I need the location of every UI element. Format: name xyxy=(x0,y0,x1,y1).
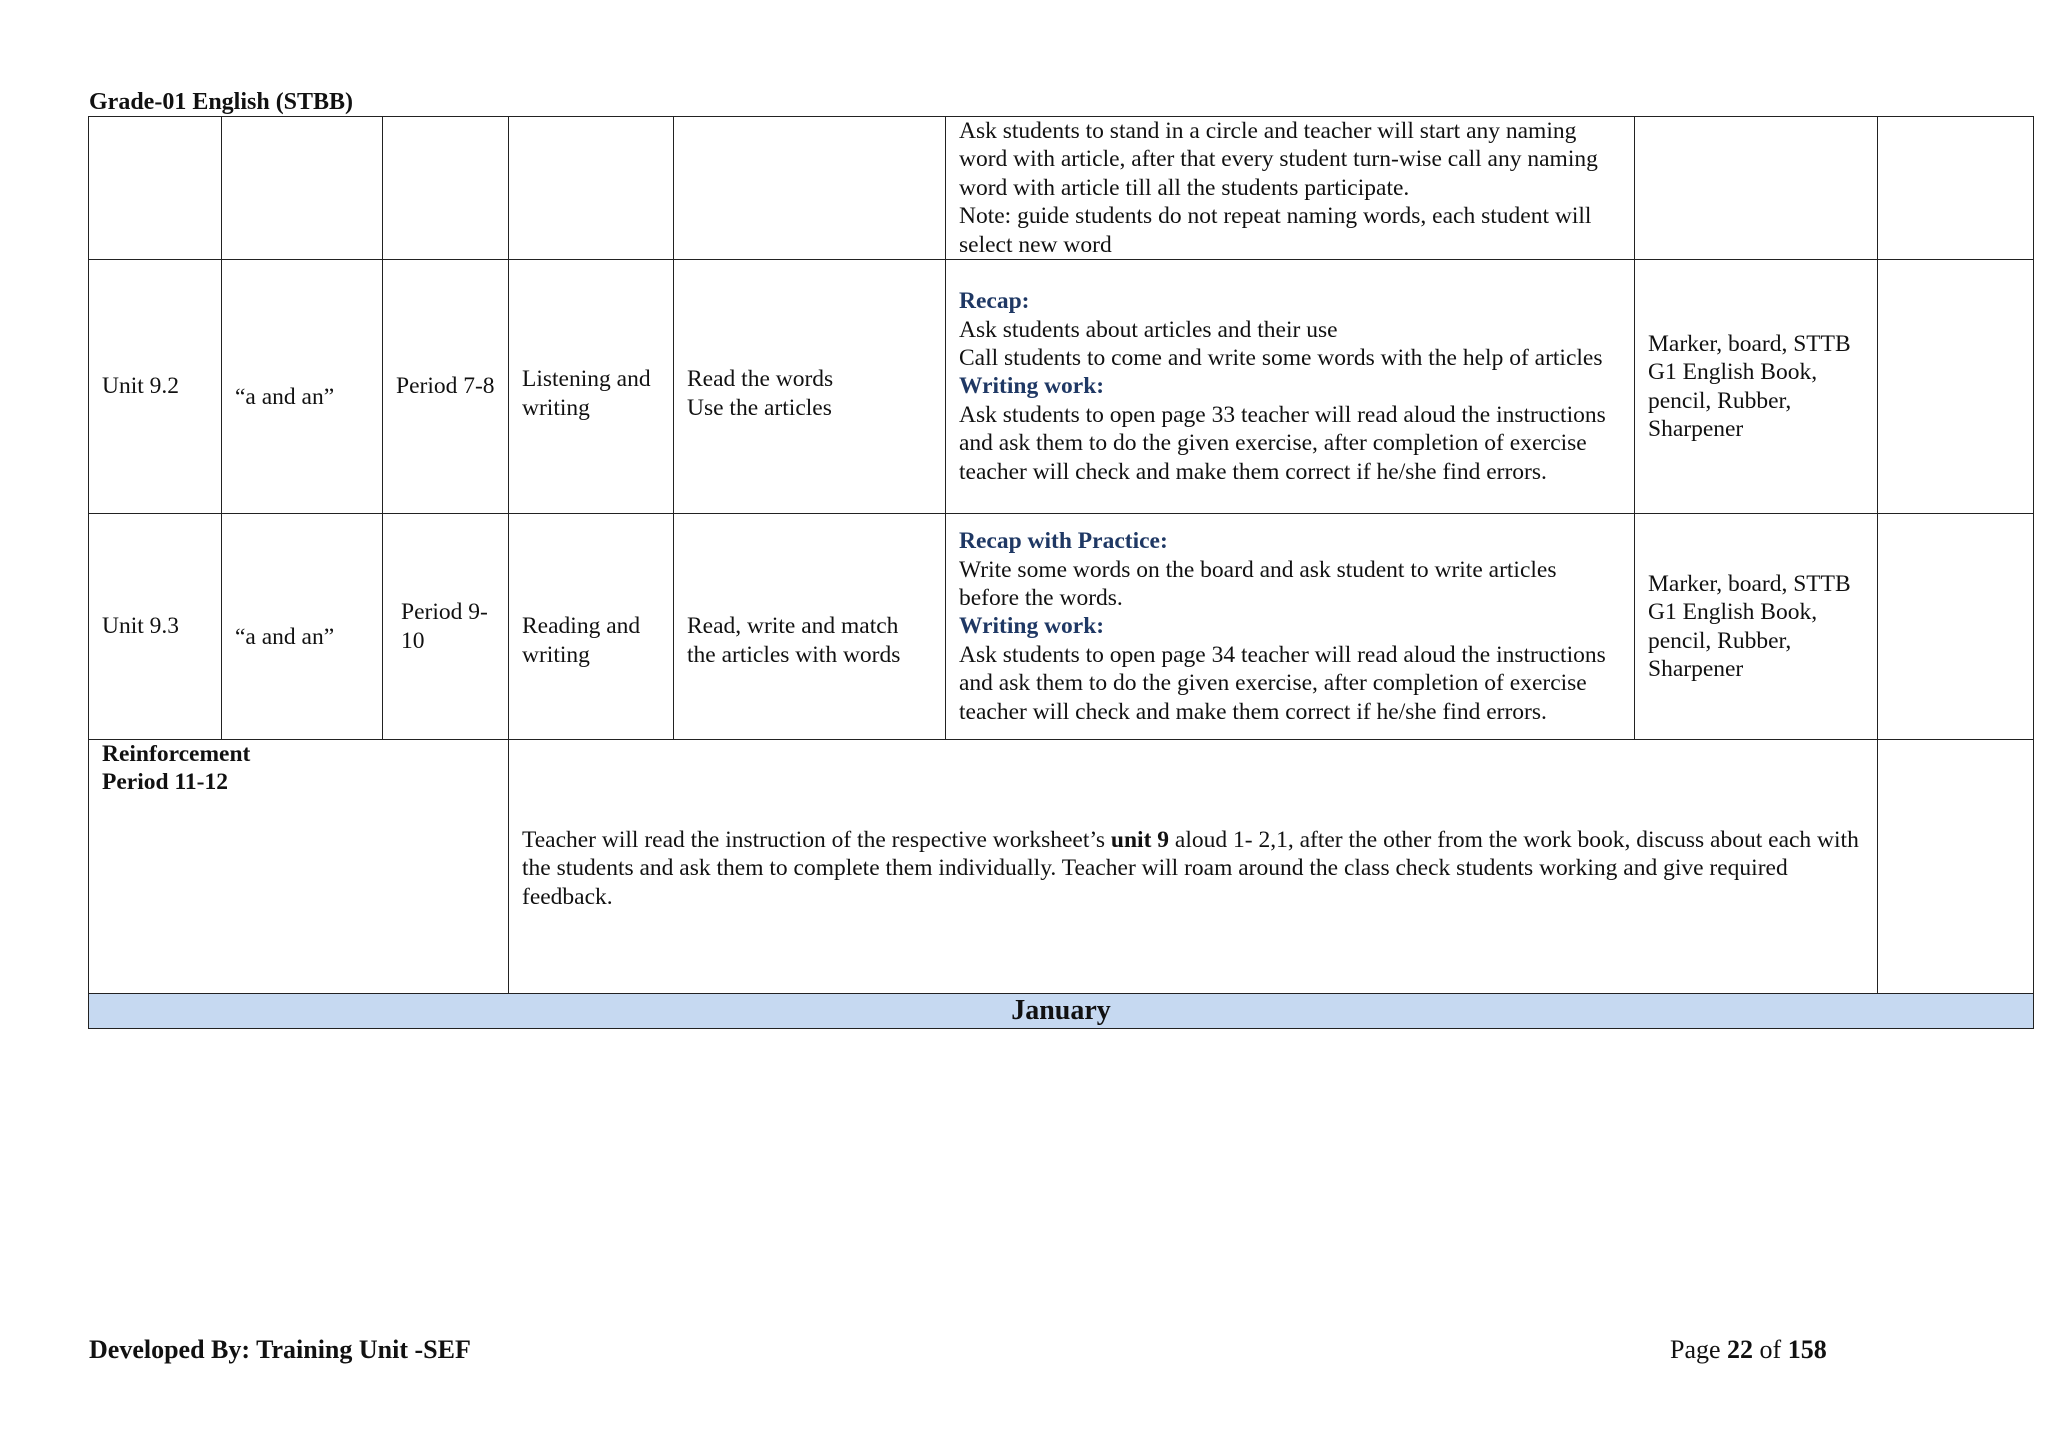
remarks-cell xyxy=(1878,117,2034,260)
activity-text: Ask students to stand in a circle and teacher will start any naming word with article, after that every student turn-wise call any naming word with article till all the students participate. xyxy=(959,118,1598,201)
page-of: of xyxy=(1753,1335,1788,1364)
remarks-cell xyxy=(1878,740,2034,994)
slo-cell xyxy=(674,260,946,514)
skill-cell: Listening and writing xyxy=(509,260,674,514)
activity-heading-recap: Recap: xyxy=(959,288,1030,315)
table-row xyxy=(89,260,2034,514)
activity-heading-writing: Writing work: xyxy=(959,613,1105,640)
reinforcement-title: Reinforcement xyxy=(102,741,251,768)
footer-page-number xyxy=(1670,1335,1827,1365)
activity-cell xyxy=(946,260,1635,514)
activity-cell xyxy=(946,117,1635,260)
activity-text: Ask students to open page 33 teacher will read aloud the instructions and ask them to do the given exercise, after completion of exercise teacher will check and make them correct if he/she find errors. xyxy=(959,401,1606,485)
reinforcement-text-part: aloud 1- 2,1, after the other from the work book, discuss about each with the students and ask them to complete them individually. Teacher will roam around the class check students working and give required feedback. xyxy=(522,827,1859,910)
topic-cell: “a and an” xyxy=(222,514,383,740)
slo-line: Read the words xyxy=(687,366,834,393)
page-total: 158 xyxy=(1787,1335,1827,1364)
footer-developed-by: Developed By: Training Unit -SEF xyxy=(89,1335,471,1364)
slo-cell xyxy=(674,117,946,260)
table-row xyxy=(89,514,2034,740)
activity-note: Note: guide students do not repeat naming words, each student will select new word xyxy=(959,203,1592,258)
activity-text: Ask students to open page 34 teacher will read aloud the instructions and ask them to do the given exercise, after completion of exercise teacher will check and make them correct if he/she find errors. xyxy=(959,641,1606,725)
skill-cell: Reading and writing xyxy=(509,514,674,740)
unit-cell xyxy=(89,117,222,260)
remarks-cell xyxy=(1878,260,2034,514)
activity-cell xyxy=(946,514,1635,740)
remarks-cell xyxy=(1878,514,2034,740)
page-prefix: Page xyxy=(1670,1335,1728,1364)
activity-text: Write some words on the board and ask student to write articles before the words. xyxy=(959,556,1557,611)
topic-cell: “a and an” xyxy=(222,260,383,514)
reinforcement-row xyxy=(89,740,2034,994)
reinforcement-description xyxy=(509,740,1878,994)
activity-heading-writing: Writing work: xyxy=(959,373,1105,400)
resources-cell: Marker, board, STTB G1 English Book, pencil, Rubber, Sharpener xyxy=(1635,260,1878,514)
reinforcement-period: Period 11-12 xyxy=(102,769,228,796)
activity-heading-recap-practice: Recap with Practice: xyxy=(959,528,1168,555)
topic-cell xyxy=(222,117,383,260)
slo-line: Use the articles xyxy=(687,394,832,421)
reinforcement-text-part: Teacher will read the instruction of the respective worksheet’s xyxy=(522,827,1111,854)
lesson-plan-table xyxy=(88,116,2034,1029)
unit-cell: Unit 9.3 xyxy=(89,514,222,740)
resources-cell xyxy=(1635,117,1878,260)
slo-cell: Read, write and match the articles with words xyxy=(674,514,946,740)
reinforcement-label xyxy=(89,740,509,994)
activity-text: Ask students about articles and their use xyxy=(959,316,1338,343)
page-header-title: Grade-01 English (STBB) xyxy=(89,89,354,115)
skill-cell xyxy=(509,117,674,260)
reinforcement-unit-bold: unit 9 xyxy=(1110,827,1170,854)
period-cell: Period 9-10 xyxy=(383,514,509,740)
period-cell xyxy=(383,117,509,260)
table-row xyxy=(89,117,2034,260)
unit-cell: Unit 9.2 xyxy=(89,260,222,514)
activity-text: Call students to come and write some words with the help of articles xyxy=(959,344,1603,371)
month-banner: January xyxy=(89,994,2034,1029)
resources-cell: Marker, board, STTB G1 English Book, pencil, Rubber, Sharpener xyxy=(1635,514,1878,740)
period-cell: Period 7-8 xyxy=(383,260,509,514)
page-current: 22 xyxy=(1727,1335,1754,1364)
month-row xyxy=(89,994,2034,1029)
